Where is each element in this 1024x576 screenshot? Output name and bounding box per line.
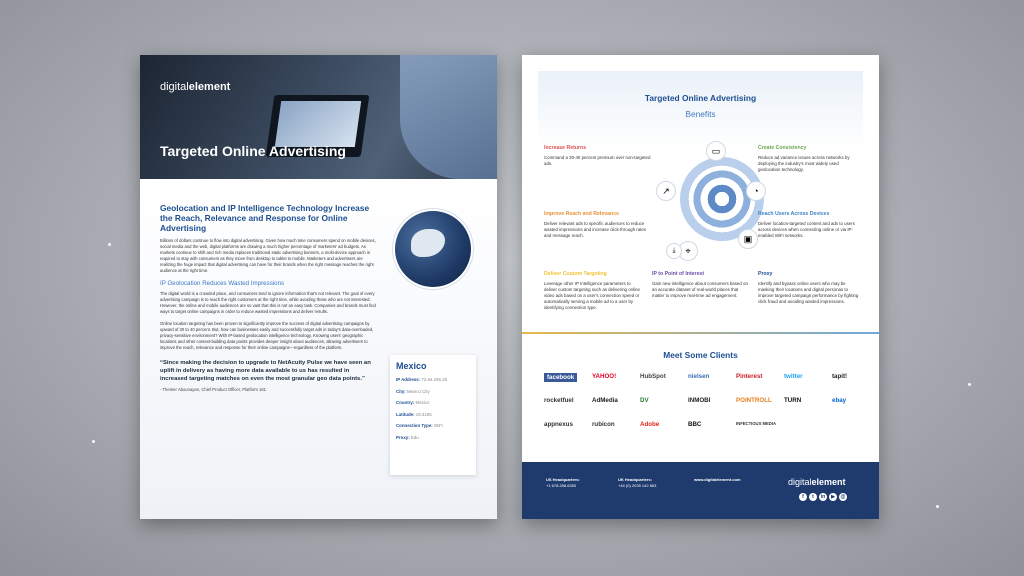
customer-quote: “Since making the decision to upgrade to NetAcuity Pulse we have seen an uplift in delivery as having more data available to us has resulted in increased targeting matches on even the most granular geo data points.” — [160, 360, 371, 383]
trend-line-icon: ↗ — [656, 181, 676, 201]
client-logo: POINTROLL — [736, 397, 772, 404]
benefit-text-reach-devices: Deliver location-targeted content and ads to users across devices when connecting online or via IP-enabled WiFi networks. — [758, 221, 855, 239]
logo-suffix: element — [188, 81, 231, 93]
client-logo: YAHOO! — [592, 373, 617, 380]
benefit-title-ip-to-poi: IP to Point of Interest — [652, 271, 705, 277]
sparkle — [968, 383, 971, 386]
client-logo: DV — [640, 397, 649, 404]
client-logo: INMOBI — [688, 397, 711, 404]
client-logo: appnexus — [544, 421, 573, 428]
client-logo: Pinterest — [736, 373, 763, 380]
hero-photo — [140, 55, 497, 179]
footer-uk — [618, 477, 656, 489]
card-row — [396, 412, 470, 417]
section-divider — [522, 332, 879, 334]
benefit-text-proxy: Identify and bypass online users who may be masking their locations and digital personas to improve targeted campaign performance by fighting click fraud and avoiding wasted impressions. — [758, 281, 859, 305]
card-row-key: Country: — [396, 400, 415, 405]
card-row-key: City: — [396, 388, 406, 394]
benefit-text-create-consistency: Reduce ad variance issues across networks by deploying the industry's most widely used geolocation technology. — [758, 155, 850, 173]
paragraph-3: Online location targeting has been proven to significantly improve the success of digital advertising campaigns by upward of 30 to 40 percent. But, how can businesses easily and successfully target ads in today's data-overloaded, privacy-sensitive environment? With IP-based geolocation intelligence technology. Knowing users' geographic locations and other context-building data points provides deeper insight about audiences, allowing advertisers to improve the reach, relevance and response for their online campaigns—regardless of the platform. — [160, 320, 374, 350]
devices-icon: ▣ — [738, 229, 758, 249]
sparkle — [936, 505, 939, 508]
card-row-key: Proxy: — [396, 434, 410, 440]
paragraph-1: Billions of dollars continue to flow into digital advertising. Given how much time consumers spend on mobile devices, social media and the web, digital platforms are drawing a much higher percentage of marketers' ad budgets. As markets continue to shift and rich media replaces traditional static advertising banners, a multi-device approach is required to stay with consumers as they move from desktop to tablet to mobile. Marketers and advertisers are realizing the huge impact that digital advertising can have for their brands when the right message reaches the right audience at the right time. — [160, 237, 376, 274]
us-hq-label: US Headquarters: — [546, 477, 580, 482]
continent-shape — [411, 229, 445, 257]
card-row-value: 72.84.185.25 — [421, 377, 448, 382]
client-logo: rubicon — [592, 421, 615, 428]
hero-title: Targeted Online Advertising — [160, 143, 346, 159]
card-row — [396, 377, 470, 382]
email-icon[interactable]: @ — [840, 494, 846, 500]
benefit-title-improve-reach: Improve Reach and Relevance — [544, 211, 619, 217]
brochure-page-back — [522, 55, 879, 519]
benefit-title-create-consistency: Create Consistency — [758, 145, 807, 151]
website-link[interactable]: www.digitalelement.com — [694, 477, 741, 482]
benefit-title-increase-returns: Increase Returns — [544, 145, 587, 151]
footer-logo-suffix: element — [811, 477, 846, 487]
globe-icon — [395, 211, 471, 287]
benefit-title-reach-devices: Reach Users Across Devices — [758, 211, 830, 217]
card-row-key: Connection Type: — [396, 423, 433, 428]
card-row-value: WiFi — [433, 423, 443, 428]
client-logo: INFECTIOUS MEDIA — [736, 421, 777, 426]
pie-chart-icon: ◔ — [746, 181, 766, 201]
card-row-key: IP Address: — [396, 377, 421, 382]
benefit-text-custom-targeting: Leverage other IP Intelligence parameters to deliver custom targeting such as delivering online video ads based on a user's connection speed or automatically serving a mobile ad to a user by identifying connection type. — [544, 281, 640, 311]
benefit-text-ip-to-poi: Gain new intelligence about consumers based on an accurate dataset of real-world places that matter to improve real-time ad engagement. — [652, 281, 748, 299]
facebook-icon[interactable]: f — [799, 493, 807, 501]
footer-logo — [788, 477, 846, 487]
footer-us — [546, 477, 580, 489]
twitter-icon[interactable]: t — [809, 493, 817, 501]
us-hq-phone: +1 678.258.6300 — [546, 483, 577, 488]
brochure-page-front — [140, 55, 497, 519]
card-row-value: Edu — [410, 434, 419, 440]
benefit-title-custom-targeting: Deliver Custom Targeting — [544, 271, 607, 277]
footer — [522, 462, 879, 519]
clients-title: Meet Some Clients — [663, 350, 738, 360]
card-row-value: Mexico City — [407, 388, 430, 394]
uk-hq-label: UK Headquarters: — [618, 477, 653, 482]
client-logo: rocketfuel — [544, 397, 574, 404]
benefits-title: Targeted Online Advertising — [644, 93, 757, 103]
client-logo: BBC — [688, 421, 702, 428]
sparkle — [92, 440, 95, 443]
client-logo: ebay — [832, 397, 847, 404]
card-row-value: 19.4195 — [415, 411, 432, 417]
logo-prefix: digital — [160, 81, 189, 93]
linkedin-icon[interactable]: in — [820, 494, 826, 500]
card-row-value: Mexico — [415, 400, 430, 405]
footer-website[interactable] — [694, 477, 741, 483]
card-city: Mexico — [396, 361, 427, 371]
sparkle — [108, 243, 111, 246]
card-row — [396, 423, 470, 428]
client-logo: tapit! — [832, 373, 848, 380]
headline: Geolocation and IP Intelligence Technology Increase the Reach, Relevance and Response for Online Advertising — [160, 203, 370, 234]
client-logo: TURN — [784, 397, 802, 404]
paragraph-2: The digital world is a crowded place, and consumers tend to ignore information that's not relevant. The goal of every advertising campaign is to reach the right customers at the right time, while avoiding those who are not interested. However, the online and mobile audiences are so vast that this is not an easy task. Companies and brands must find ways to target online campaigns in order to reduce wasted impressions and deliver results. — [160, 291, 376, 315]
card-row — [396, 389, 470, 394]
footer-logo-prefix: digital — [788, 477, 812, 487]
laptop-screen-image — [275, 101, 361, 147]
benefit-text-increase-returns: Command a 30-40 percent premium over non-targeted ads. — [544, 155, 651, 167]
card-row — [396, 400, 470, 405]
client-logo: HubSpot — [640, 373, 666, 380]
client-logo: AdMedia — [592, 397, 618, 404]
benefit-text-improve-reach: Deliver relevant ads to specific audiences to reduce wasted impressions and increase click-through rates and message reach. — [544, 221, 647, 239]
client-logo: Adobe — [640, 421, 660, 428]
uk-hq-phone: +44 (0) 2035 142 663 — [618, 483, 657, 488]
benefit-title-proxy: Proxy — [758, 271, 773, 277]
client-logo: twitter — [784, 373, 803, 380]
benefits-panel — [538, 71, 863, 329]
location-info-card — [390, 355, 476, 475]
benefits-subtitle: Benefits — [685, 109, 716, 119]
youtube-icon[interactable]: ▶ — [829, 493, 837, 501]
digital-element-logo — [160, 81, 230, 93]
main-column — [160, 203, 378, 392]
quote-attribution: - Themer Abounayan, Chief Product Officer, Platform 161 — [160, 387, 266, 393]
client-logo: facebook — [544, 373, 577, 382]
download-icon: ⤓ — [666, 243, 682, 259]
map-pin-icon: ⌖ — [678, 241, 698, 261]
monitor-icon: ▭ — [706, 141, 726, 161]
person-shirt-image — [400, 55, 497, 179]
client-logo: nielsen — [688, 373, 710, 380]
card-row — [396, 435, 470, 440]
subheading: IP Geolocation Reduces Wasted Impressions — [160, 280, 285, 288]
card-row-key: Latitude: — [396, 411, 415, 417]
